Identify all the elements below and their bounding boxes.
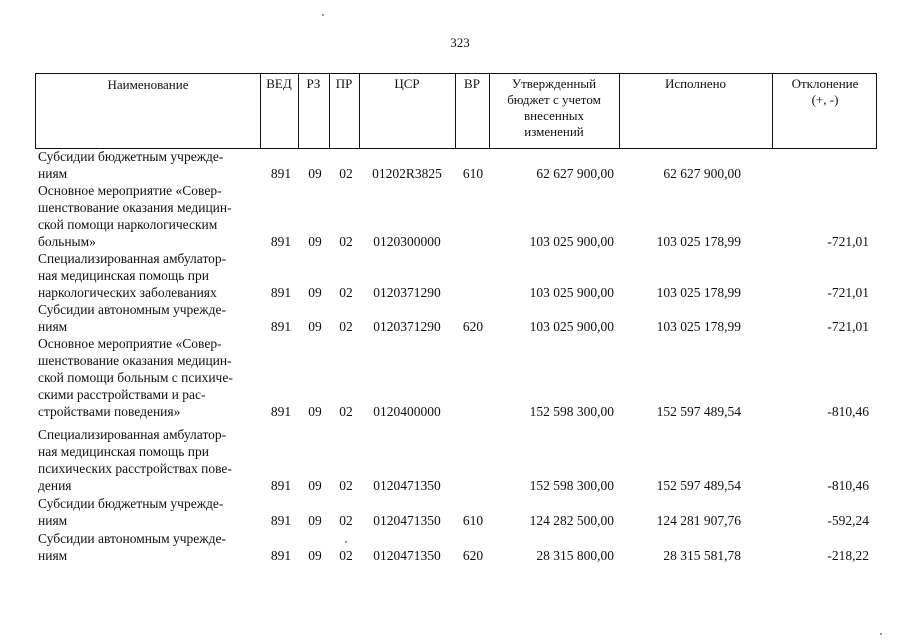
cell-executed: 124 281 907,76 xyxy=(656,513,741,528)
cell-rz: 09 xyxy=(308,513,322,528)
cell-rz: 09 xyxy=(308,234,322,249)
cell-vr: 620 xyxy=(462,319,484,334)
cell-budget: 103 025 900,00 xyxy=(529,285,614,300)
header-budget-line: Утвержденный xyxy=(511,76,597,91)
scan-speck xyxy=(345,541,347,543)
header-pr: ПР xyxy=(335,76,353,91)
row-name-line: ниям xyxy=(38,319,68,334)
cell-rz: 09 xyxy=(308,285,322,300)
cell-rz: 09 xyxy=(308,166,322,181)
cell-ved: 891 xyxy=(270,513,292,528)
header-executed: Исполнено xyxy=(664,76,727,91)
header-budget-line: внесенных xyxy=(523,108,585,123)
cell-pr: 02 xyxy=(339,513,353,528)
cell-budget: 124 282 500,00 xyxy=(529,513,614,528)
row-name xyxy=(38,182,260,250)
row-name-line: ниям xyxy=(38,513,68,528)
cell-executed: 152 597 489,54 xyxy=(656,404,741,419)
cell-pr: 02 xyxy=(339,234,353,249)
cell-deviation: -721,01 xyxy=(827,234,869,249)
cell-budget: 103 025 900,00 xyxy=(529,234,614,249)
row-name xyxy=(38,495,260,529)
cell-ved: 891 xyxy=(270,234,292,249)
row-name-line: Субсидии бюджетным учрежде- xyxy=(38,496,224,511)
cell-ved: 891 xyxy=(270,319,292,334)
row-name-line: Основное мероприятие «Совер- xyxy=(38,183,222,198)
row-name xyxy=(38,530,260,564)
row-name-line: дения xyxy=(38,478,72,493)
cell-executed: 152 597 489,54 xyxy=(656,478,741,493)
header-budget xyxy=(489,76,619,140)
cell-deviation: -721,01 xyxy=(827,319,869,334)
scan-speck xyxy=(880,633,882,635)
cell-rz: 09 xyxy=(308,478,322,493)
row-name-line: ная медицинская помощь при xyxy=(38,268,209,283)
header-ved: ВЕД xyxy=(266,76,292,91)
cell-vr: 610 xyxy=(462,166,484,181)
cell-pr: 02 xyxy=(339,166,353,181)
cell-csr: 0120371290 xyxy=(373,285,441,300)
row-name-line: Специализированная амбулатор- xyxy=(38,251,227,266)
cell-executed: 28 315 581,78 xyxy=(663,548,741,563)
row-name xyxy=(38,148,260,182)
cell-rz: 09 xyxy=(308,404,322,419)
row-name-line: стройствами поведения» xyxy=(38,404,181,419)
header-deviation-line: (+, -) xyxy=(811,92,839,107)
cell-pr: 02 xyxy=(339,548,353,563)
cell-deviation: -592,24 xyxy=(827,513,869,528)
cell-csr: 0120471350 xyxy=(373,478,441,493)
row-name-line: Субсидии автономным учрежде- xyxy=(38,302,226,317)
cell-csr: 0120300000 xyxy=(373,234,441,249)
row-name-line: больным» xyxy=(38,234,96,249)
row-name-line: ской помощи больным с психиче- xyxy=(38,370,233,385)
header-rz: РЗ xyxy=(306,76,321,91)
cell-pr: 02 xyxy=(339,478,353,493)
header-name: Наименование xyxy=(107,77,189,92)
cell-csr: 0120400000 xyxy=(373,404,441,419)
row-name xyxy=(38,426,260,494)
header-budget-line: бюджет с учетом xyxy=(507,92,601,107)
cell-vr: 620 xyxy=(462,548,484,563)
row-name-line: ской помощи наркологическим xyxy=(38,217,218,232)
cell-deviation: -810,46 xyxy=(827,478,869,493)
header-budget-line: изменений xyxy=(524,124,584,139)
row-name-line: шенствование оказания медицин- xyxy=(38,200,232,215)
cell-ved: 891 xyxy=(270,166,292,181)
row-name-line: скими расстройствами и рас- xyxy=(38,387,206,402)
cell-deviation: -218,22 xyxy=(827,548,869,563)
row-name-line: Субсидии бюджетным учрежде- xyxy=(38,149,224,164)
cell-csr: 0120471350 xyxy=(373,548,441,563)
scan-speck xyxy=(322,14,324,16)
cell-deviation: -810,46 xyxy=(827,404,869,419)
cell-ved: 891 xyxy=(270,478,292,493)
cell-ved: 891 xyxy=(270,548,292,563)
page-number: 323 xyxy=(450,35,470,50)
cell-deviation: -721,01 xyxy=(827,285,869,300)
cell-budget: 28 315 800,00 xyxy=(536,548,614,563)
cell-budget: 62 627 900,00 xyxy=(536,166,614,181)
row-name-line: наркологических заболеваниях xyxy=(38,285,217,300)
cell-ved: 891 xyxy=(270,404,292,419)
cell-rz: 09 xyxy=(308,319,322,334)
cell-csr: 0120471350 xyxy=(373,513,441,528)
header-vr: ВР xyxy=(464,76,480,91)
cell-executed: 62 627 900,00 xyxy=(663,166,741,181)
cell-csr: 01202R3825 xyxy=(372,166,442,181)
row-name-line: ниям xyxy=(38,166,68,181)
header-deviation-line: Отклонение xyxy=(791,76,859,91)
cell-rz: 09 xyxy=(308,548,322,563)
row-name-line: Субсидии автономным учрежде- xyxy=(38,531,226,546)
row-name-line: психических расстройствах пове- xyxy=(38,461,232,476)
row-name xyxy=(38,301,260,335)
cell-budget: 152 598 300,00 xyxy=(529,404,614,419)
row-name-line: ная медицинская помощь при xyxy=(38,444,209,459)
cell-pr: 02 xyxy=(339,285,353,300)
cell-executed: 103 025 178,99 xyxy=(656,234,741,249)
row-name xyxy=(38,335,260,420)
header-csr: ЦСР xyxy=(394,76,420,91)
cell-csr: 0120371290 xyxy=(373,319,441,334)
cell-executed: 103 025 178,99 xyxy=(656,285,741,300)
table-header xyxy=(35,73,877,149)
cell-executed: 103 025 178,99 xyxy=(656,319,741,334)
header-deviation xyxy=(772,76,878,108)
row-name xyxy=(38,250,260,301)
cell-ved: 891 xyxy=(270,285,292,300)
row-name-line: Специализированная амбулатор- xyxy=(38,427,227,442)
cell-pr: 02 xyxy=(339,404,353,419)
cell-budget: 152 598 300,00 xyxy=(529,478,614,493)
row-name-line: шенствование оказания медицин- xyxy=(38,353,232,368)
cell-pr: 02 xyxy=(339,319,353,334)
cell-budget: 103 025 900,00 xyxy=(529,319,614,334)
row-name-line: ниям xyxy=(38,548,68,563)
row-name-line: Основное мероприятие «Совер- xyxy=(38,336,222,351)
cell-vr: 610 xyxy=(462,513,484,528)
